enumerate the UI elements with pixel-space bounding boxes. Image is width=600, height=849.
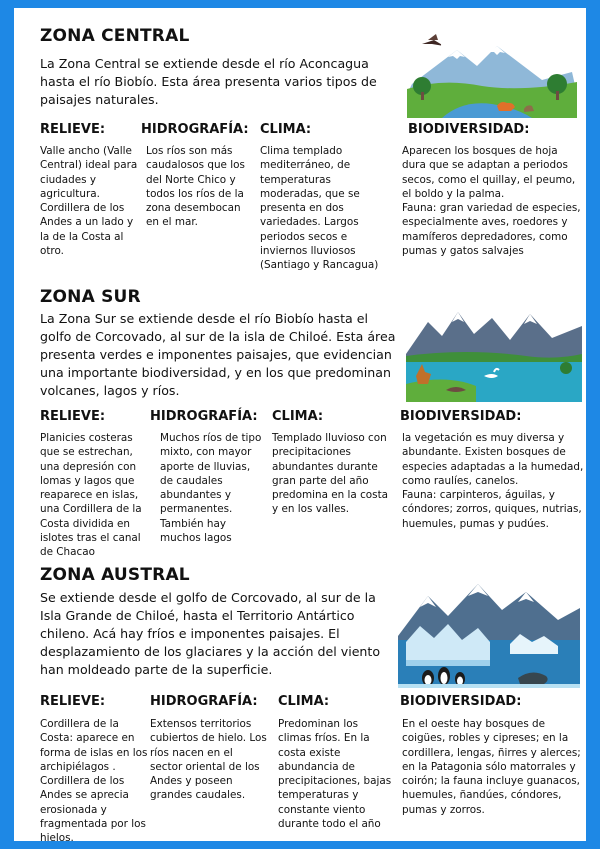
zona-austral-clima-heading: CLIMA: [278, 694, 330, 709]
zona-austral-hidrografia-heading: HIDROGRAFÍA: [150, 694, 258, 709]
zona-central-hidrografia-text: Los ríos son más caudalosos que los del Norte Chico y todos los ríos de la zona desembocan en el mar. [146, 145, 245, 229]
zona-austral-relieve-heading: RELIEVE: [40, 694, 106, 709]
zona-central-title: ZONA CENTRAL [40, 26, 190, 46]
zona-sur-relieve-heading: RELIEVE: [40, 409, 106, 424]
zona-central-relieve-heading: RELIEVE: [40, 122, 106, 137]
zona-sur-hidrografia-heading: HIDROGRAFÍA: [150, 409, 258, 424]
austral-landscape-illustration [398, 580, 580, 688]
zona-sur-clima-heading: CLIMA: [272, 409, 324, 424]
zona-austral-clima-text: Predominan los climas fríos. En la costa existe abundancia de precipitaciones, bajas temperaturas y constante viento durante todo el año [278, 718, 392, 831]
zona-sur-hidrografia-text: Muchos ríos de tipo mixto, con mayor aporte de lluvias, de caudales abundantes y permanentes. También hay muchos lagos [160, 432, 262, 545]
zona-austral-relieve-text: Cordillera de la Costa: aparece en forma de islas en los archipiélagos . Cordillera de los Andes se aprecia erosionada y fragmentada por los hielos. [40, 718, 148, 845]
zona-austral-biodiversidad-text: En el oeste hay bosques de coigües, robles y cipreses; en la cordillera, lengas, ñirres y alerces; en la Patagonia sólo matorrales y coirón; la fauna incluye guanacos, huemules, ñandúes, cóndores, pumas y zorros. [402, 718, 581, 816]
zona-sur-biodiversidad-text: la vegetación es muy diversa y abundante. Existen bosques de especies adaptadas a la humedad, como raulíes, canelos. Fauna: carpinteros, águilas, y cóndores; zorros, quiques, nutrias, huemules, pumas y pudúes. [402, 432, 584, 530]
sur-landscape-illustration [406, 304, 582, 402]
zona-central-biodiversidad-text: Aparecen los bosques de hoja dura que se adaptan a periodos secos, como el quillay, el peumo, el boldo y la palma. Fauna: gran variedad de especies, especialmente aves, roedores y mamíferos depredadores, como pumas y gatos salvajes [402, 145, 581, 258]
zona-sur-intro: La Zona Sur se extiende desde el río Biobío hasta el golfo de Corcovado, al sur de la isla de Chiloé. Esta área presenta verdes e imponentes paisajes, que evidencian una importante biodiversidad, y en los que predominan volcanes, lagos y ríos. [40, 311, 396, 398]
zona-austral-hidrografia-text: Extensos territorios cubiertos de hielo. Los ríos nacen en el sector oriental de los Andes y poseen grandes caudales. [150, 718, 267, 802]
zona-sur-title: ZONA SUR [40, 287, 141, 307]
zona-austral-title: ZONA AUSTRAL [40, 565, 190, 585]
zona-central-biodiversidad-heading: BIODIVERSIDAD: [408, 122, 530, 137]
zona-central-relieve-text: Valle ancho (Valle Central) ideal para ciudades y agricultura. Cordillera de los Andes a un lado y la de la Costa al otro. [40, 145, 138, 258]
zona-central-hidrografia-heading: HIDROGRAFÍA: [141, 122, 249, 137]
zona-austral-intro: Se extiende desde el golfo de Corcovado, al sur de la Isla Grande de Chiloé, hasta el Territorio Antártico chileno. Acá hay fríos e imponentes paisajes. El desplazamiento de los glaciares y la acción del viento han moldeado parte de la superficie. [40, 590, 381, 677]
zona-sur-clima-text: Templado lluvioso con precipitaciones abundantes durante gran parte del año predomina en la costa y en los valles. [272, 432, 389, 516]
zona-sur-biodiversidad-heading: BIODIVERSIDAD: [400, 409, 522, 424]
zona-central-clima-text: Clima templado mediterráneo, de temperaturas moderadas, que se presenta en dos variedades. Largos periodos secos e inviernos lluviosos (Santiago y Rancagua) [260, 145, 379, 272]
zona-central-clima-heading: CLIMA: [260, 122, 312, 137]
central-landscape-illustration [402, 34, 582, 118]
zona-austral-biodiversidad-heading: BIODIVERSIDAD: [400, 694, 522, 709]
zona-sur-relieve-text: Planicies costeras que se estrechan, una depresión con lomas y lagos que reaparece en islas, una Cordillera de la Costa dividida en islotes tras el canal de Chacao [40, 432, 142, 559]
zona-central-intro: La Zona Central se extiende desde el río Aconcagua hasta el río Biobío. Esta área presenta varios tipos de paisajes naturales. [40, 56, 377, 107]
